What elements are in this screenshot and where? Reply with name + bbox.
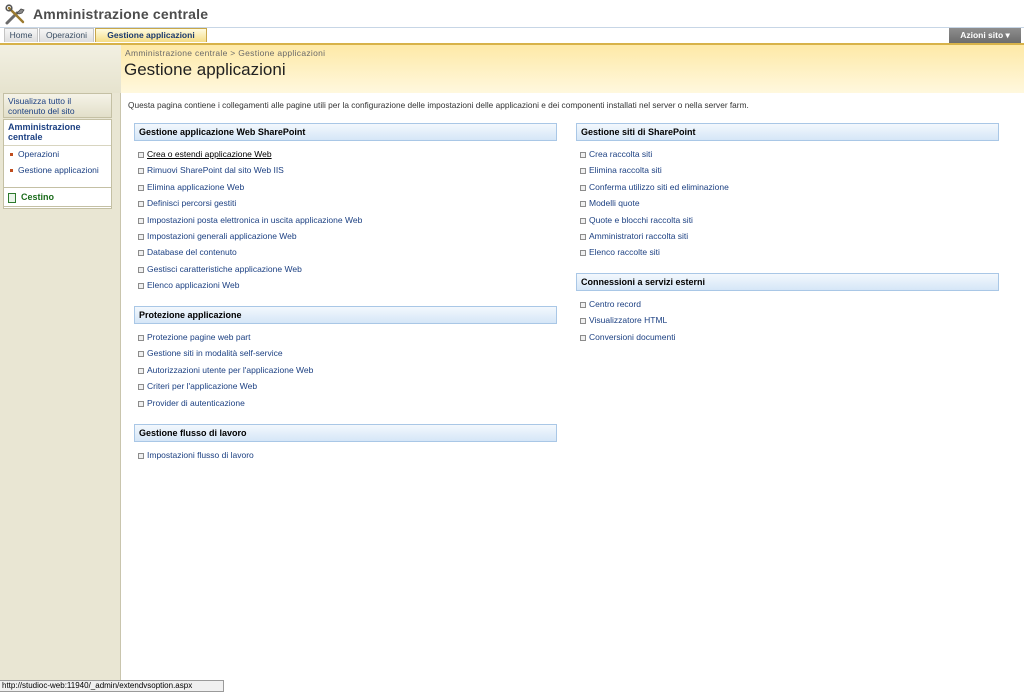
link-definisci-percorsi[interactable]: Definisci percorsi gestiti [135, 196, 362, 212]
tab-home[interactable]: Home [4, 28, 38, 42]
section-header-external: Connessioni a servizi esterni [576, 273, 999, 291]
nav-item-gestione-applicazioni[interactable] [4, 162, 111, 178]
link-visualizzatore-html[interactable]: Visualizzatore HTML [577, 313, 675, 329]
left-nav [0, 93, 121, 680]
link-crea-estendi-app-web[interactable]: Crea o estendi applicazione Web [135, 147, 362, 163]
link-elimina-raccolta-siti[interactable]: Elimina raccolta siti [577, 163, 729, 179]
link-modelli-quote[interactable]: Modelli quote [577, 196, 729, 212]
links-workflow [135, 448, 254, 464]
link-crea-raccolta-siti[interactable]: Crea raccolta siti [577, 147, 729, 163]
bullet-icon [10, 153, 13, 156]
links-sites [577, 147, 729, 262]
section-header-web-app: Gestione applicazione Web SharePoint [134, 123, 557, 141]
link-elenco-raccolte[interactable]: Elenco raccolte siti [577, 245, 729, 261]
link-criteri-app-web[interactable]: Criteri per l'applicazione Web [135, 379, 313, 395]
section-header-workflow: Gestione flusso di lavoro [134, 424, 557, 442]
link-conferma-utilizzo[interactable]: Conferma utilizzo siti ed eliminazione [577, 180, 729, 196]
view-all-site-content-link[interactable]: Visualizza tutto il contenuto del sito [3, 93, 112, 118]
nav-item-label: Gestione applicazioni [18, 165, 99, 175]
recycle-bin-icon [8, 193, 16, 203]
links-security [135, 330, 313, 412]
browser-status-bar: http://studioc-web:11940/_admin/extendvsoption.aspx [0, 680, 224, 692]
breadcrumb-separator: > [227, 48, 239, 58]
breadcrumb-current[interactable]: Gestione applicazioni [238, 48, 326, 58]
nav-item-operazioni[interactable] [4, 146, 111, 162]
bullet-icon [10, 169, 13, 172]
link-impostazioni-flusso[interactable]: Impostazioni flusso di lavoro [135, 448, 254, 464]
links-external [577, 297, 675, 346]
links-web-app [135, 147, 362, 295]
link-quote-blocchi[interactable]: Quote e blocchi raccolta siti [577, 213, 729, 229]
site-title[interactable]: Amministrazione centrale [33, 6, 209, 22]
link-elenco-app-web[interactable]: Elenco applicazioni Web [135, 278, 362, 294]
link-amministratori-raccolta[interactable]: Amministratori raccolta siti [577, 229, 729, 245]
nav-item-label: Operazioni [18, 149, 60, 159]
tab-operazioni[interactable]: Operazioni [39, 28, 94, 42]
link-gestisci-caratteristiche[interactable]: Gestisci caratteristiche applicazione Web [135, 262, 362, 278]
link-database-contenuto[interactable]: Database del contenuto [135, 245, 362, 261]
page-header-left [0, 43, 121, 93]
link-protezione-web-part[interactable]: Protezione pagine web part [135, 330, 313, 346]
breadcrumb-root[interactable]: Amministrazione centrale [125, 48, 228, 58]
admin-tools-icon [4, 4, 28, 26]
title-bar [0, 0, 1024, 28]
link-impostazioni-generali[interactable]: Impostazioni generali applicazione Web [135, 229, 362, 245]
link-conversioni-documenti[interactable]: Conversioni documenti [577, 330, 675, 346]
recycle-bin-label: Cestino [21, 192, 55, 202]
link-rimuovi-sharepoint-iis[interactable]: Rimuovi SharePoint dal sito Web IIS [135, 163, 362, 179]
link-autorizzazioni-utente[interactable]: Autorizzazioni utente per l'applicazione Web [135, 363, 313, 379]
section-header-sites: Gestione siti di SharePoint [576, 123, 999, 141]
page-description: Questa pagina contiene i collegamenti alle pagine utili per la configurazione delle impostazioni delle applicazioni e dei componenti installati nel server o nella server farm. [128, 100, 749, 110]
page-title: Gestione applicazioni [124, 60, 286, 79]
link-self-service[interactable]: Gestione siti in modalità self-service [135, 346, 313, 362]
nav-group-heading[interactable]: Amministrazione centrale [4, 120, 111, 146]
section-header-security: Protezione applicazione [134, 306, 557, 324]
breadcrumb [125, 48, 325, 58]
link-provider-autenticazione[interactable]: Provider di autenticazione [135, 396, 313, 412]
link-posta-uscita[interactable]: Impostazioni posta elettronica in uscita applicazione Web [135, 213, 362, 229]
top-nav-tabs [0, 28, 1024, 43]
site-actions-menu[interactable]: Azioni sito ▾ [949, 28, 1021, 43]
link-centro-record[interactable]: Centro record [577, 297, 675, 313]
recycle-bin-link[interactable] [3, 187, 112, 207]
tab-gestione-applicazioni[interactable]: Gestione applicazioni [95, 28, 207, 42]
link-elimina-app-web[interactable]: Elimina applicazione Web [135, 180, 362, 196]
